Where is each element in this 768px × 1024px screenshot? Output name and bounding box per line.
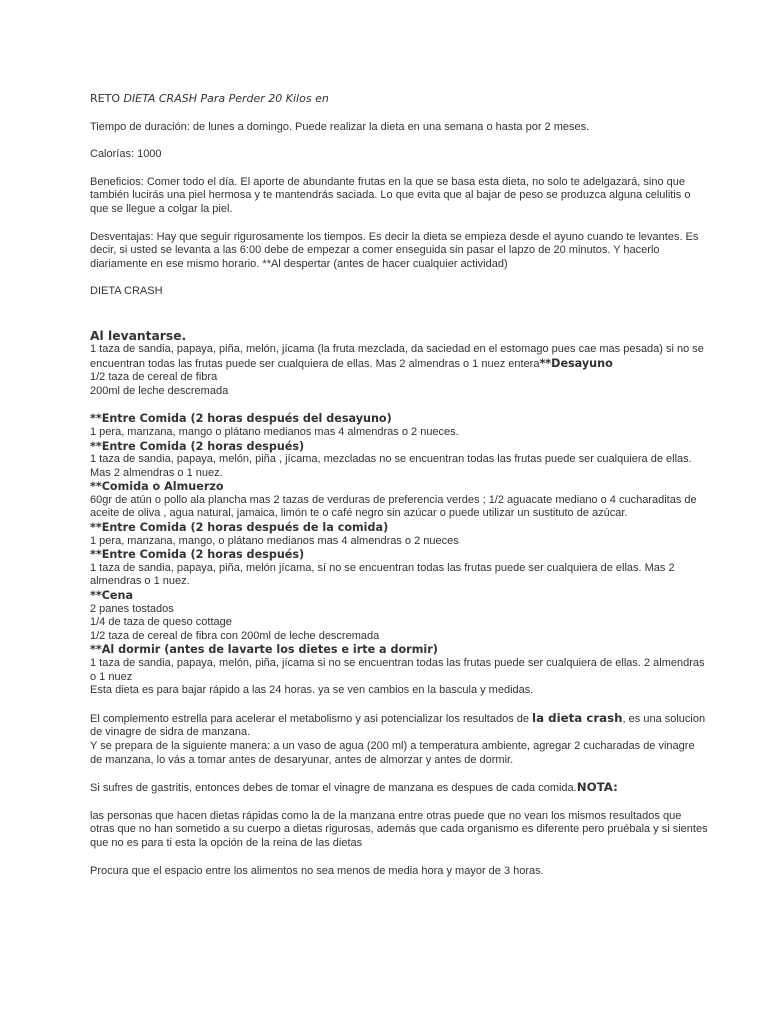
disadvantages-paragraph: Desventajas: Hay que seguir rigurosamente los tiempos. Es decir la dieta se empieza desde el ayuno cuando te levantes. Es decir, si usted se levanta a las 6:00 debe de empezar a comer enseguida sin pasar el lapzo de 20 minutos. Y hacerlo diariamente en ese mismo horario. **Al despertar (antes de hacer cualquier actividad) — [90, 230, 699, 270]
dinner-line-2: 1/4 de taza de queso cottage — [90, 616, 232, 629]
wake-text — [90, 343, 708, 371]
closing-paragraph: Procura que el espacio entre los alimentos no sea menos de media hora y mayor de 3 horas. — [90, 864, 544, 877]
complement-paragraph — [90, 712, 708, 740]
document-title — [90, 92, 708, 107]
bed-text: 1 taza de sandia, papaya, melón, piña, jícama si no se encuentran todas las frutas puede ser cualquiera de ellas. 2 almendras o 1 nuez — [90, 657, 705, 683]
snack1-text: 1 pera, manzana, mango o plátano medianos mas 4 almendras o 2 nueces. — [90, 425, 459, 438]
dinner-heading: **Cena — [90, 589, 134, 603]
diet-plan — [90, 329, 708, 698]
snack1-heading: **Entre Comida (2 horas después del desayuno) — [90, 412, 392, 426]
benefits-paragraph: Beneficios: Comer todo el día. El aporte de abundante frutas en la que se basa esta dieta, no solo te adelgazará, sino que también lucirás una piel hermosa y te mantendrás saciada. Lo que evita que al bajar de peso se produzca alguna celulitis o que se llegue a colgar la piel. — [90, 175, 691, 215]
gastritis-paragraph — [90, 781, 708, 796]
breakfast-line-1: 1/2 taza de cereal de fibra — [90, 371, 218, 384]
complement-bold: la dieta crash — [532, 710, 623, 725]
nota-label: NOTA: — [576, 780, 618, 795]
preparation-paragraph: Y se prepara de la siguiente manera: a un vaso de agua (200 ml) a temperatura ambiente, agregar 2 cucharadas de vinagre de manzana, lo vás a tomar antes de desaryunar, antes de almorzar y antes de dormir. — [90, 739, 695, 766]
wake-text-body: 1 taza de sandia, papaya, piña, melón, jícama (la fruta mezclada, da saciedad en el estomago pues cae mas pesada) si no se encuentran todas las frutas puede ser cualquiera de ellas. Mas 2 almendras o 1 nuez entera — [90, 342, 704, 370]
note-paragraph: las personas que hacen dietas rápidas como la de la manzana entre otras puede que no vean los mismos resultados que otras que no han sometido a su cuerpo a dietas rigurosas, además que cada organismo es diferente pero pruébala y si sientes que no es para ti esta la opción de la reina de las dietas — [90, 809, 708, 849]
title-prefix: RETO — [90, 92, 124, 105]
duration-paragraph: Tiempo de duración: de lunes a domingo. Puede realizar la dieta en una semana o hasta por 2 meses. — [90, 120, 590, 133]
wake-heading: Al levantarse. — [90, 328, 187, 343]
dinner-line-1: 2 panes tostados — [90, 602, 174, 615]
complement-before: El complemento estrella para acelerar el metabolismo y asi potencializar los resultados de — [90, 712, 533, 725]
calories-paragraph: Calorías: 1000 — [90, 148, 162, 161]
lunch-text: 60gr de atún o pollo ala plancha mas 2 tazas de verduras de preferencia verdes ; 1/2 aguacate mediano o 4 cucharaditas de aceite de oliva , agua natural, jamaica, limón te o café negro sin azúcar o puede utilizar un sustituto de azúcar. — [90, 493, 697, 520]
lunch-heading: **Comida o Almuerzo — [90, 480, 224, 494]
breakfast-line-2: 200ml de leche descremada — [90, 384, 229, 397]
bed-note: Esta dieta es para bajar rápido a las 24 horas. ya se ven cambios en la bascula y medidas. — [90, 684, 534, 697]
snack2-heading: **Entre Comida (2 horas después) — [90, 439, 305, 453]
snack4-heading: **Entre Comida (2 horas después) — [90, 548, 305, 562]
dinner-line-3: 1/2 taza de cereal de fibra con 200ml de leche descremada — [90, 629, 380, 642]
snack4-text: 1 taza de sandia, papaya, piña, melón jícama, sí no se encuentran todas las frutas puede ser cualquiera de ellas. Mas 2 almendras o 1 nuez. — [90, 561, 675, 588]
complement-after: , es una solucion de vinagre de sidra de manzana. — [90, 712, 706, 739]
snack3-text: 1 pera, manzana, mango, o plátano medianos mas 4 almendras o 2 nueces — [90, 534, 459, 547]
gastritis-text: Si sufres de gastritis, entonces debes de tomar el vinagre de manzana es despues de cada comida. — [90, 782, 577, 795]
breakfast-heading: **Desayuno — [539, 356, 613, 370]
title-italic-text: DIETA CRASH Para Perder 20 Kilos en — [123, 92, 329, 105]
diet-section-title: DIETA CRASH — [90, 285, 163, 298]
snack2-text: 1 taza de sandia, papaya, melón, piña , jícama, mezcladas no se encuentran todas las frutas puede ser cualquiera de ellas. Mas 2 almendras o 1 nuez. — [90, 453, 692, 479]
snack3-heading: **Entre Comida (2 horas después de la comida) — [90, 521, 389, 535]
bed-heading: **Al dormir (antes de lavarte los dietes e irte a dormir) — [90, 643, 438, 657]
